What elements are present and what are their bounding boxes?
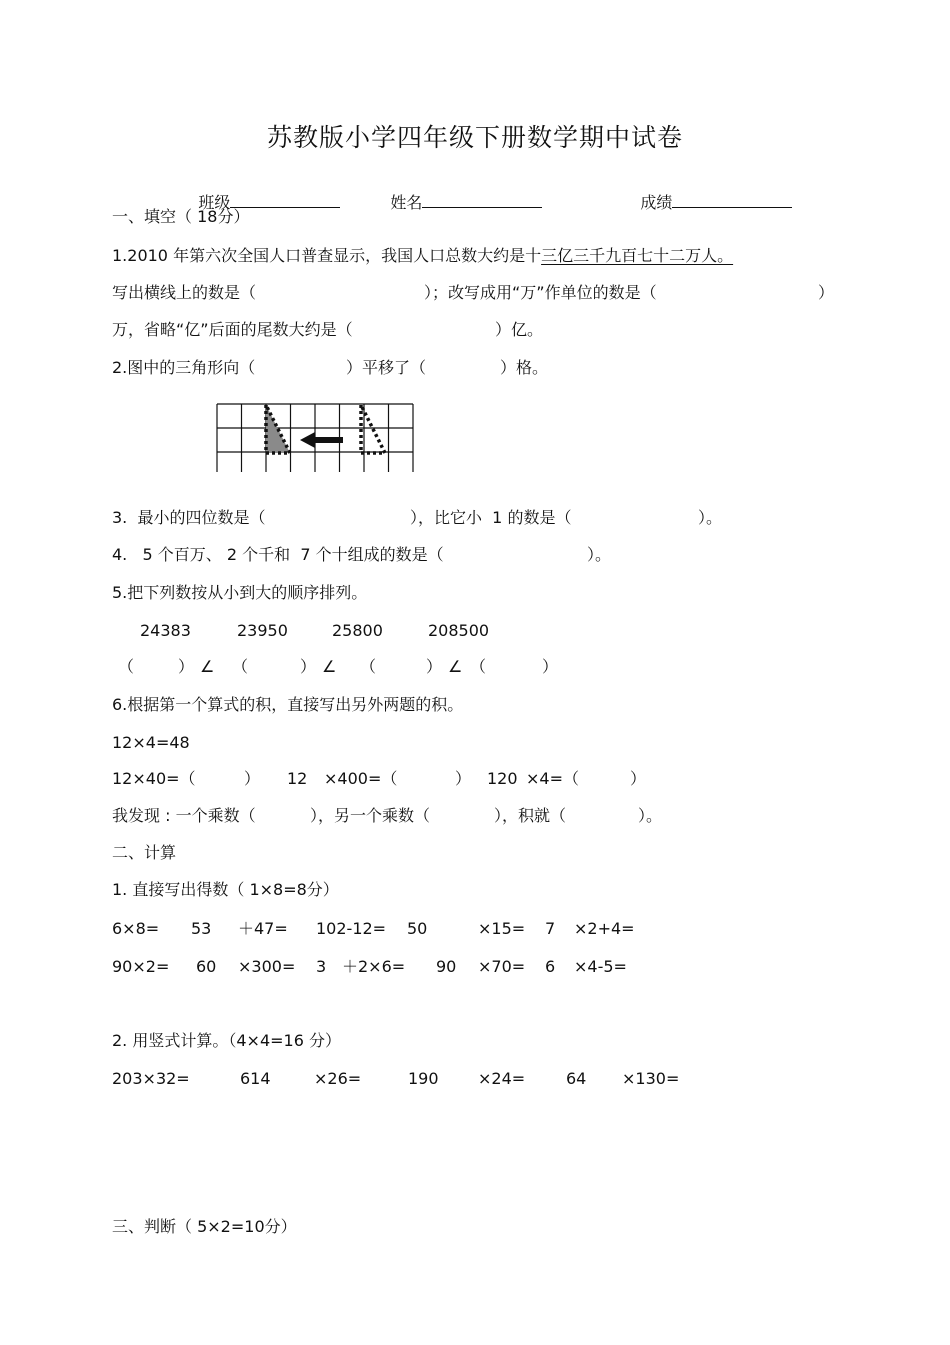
name-label: 姓名 (390, 193, 423, 212)
q6-discover-a: 我发现 : 一个乘数（ (112, 806, 256, 825)
q3-part-a: 3. 最小的四位数是（ (112, 508, 266, 527)
section3-heading: 三、判断（ 5×2=10分） (112, 1217, 297, 1236)
q6-p3-b: ×4=（ (526, 769, 579, 788)
section2-heading: 二、计算 (112, 843, 177, 862)
q1-line2c: ） (818, 283, 835, 302)
q5-open-paren: （ (118, 657, 135, 676)
calc-item: ×2+4= (574, 919, 635, 938)
left-arrow-icon (300, 432, 343, 448)
original-triangle (266, 405, 290, 453)
calc-q1-text: 1. 直接写出得数（ 1×8=8分） (112, 880, 339, 899)
q1-line3b: ）亿。 (495, 320, 544, 339)
calc-item: ×70= (478, 957, 526, 976)
calc-item: 7 (545, 919, 556, 938)
q6-p2-a: 12 (287, 769, 308, 788)
section1-heading: 一、填空（ 18分） (112, 207, 250, 226)
name-field (370, 173, 542, 233)
q1-line2a: 写出横线上的数是（ (112, 283, 257, 302)
calc-q2-text: 2. 用竖式计算。（4×4=16 分） (112, 1031, 341, 1050)
q6-p1-close: ） (244, 769, 261, 788)
q1-line1-underlined: 三亿三千九百七十二万人。 (541, 246, 734, 265)
q5-close-paren: ） (178, 657, 195, 676)
moved-triangle (361, 405, 385, 453)
q2-part-b: ）平移了（ (346, 358, 427, 377)
grid-figure (215, 402, 415, 474)
vertical-item: ×26= (314, 1069, 362, 1088)
calc-item: 60 (196, 957, 217, 976)
q5-number: 24383 (140, 621, 191, 640)
vertical-item: ×24= (478, 1069, 526, 1088)
q5-close-paren: ） (426, 657, 443, 676)
score-label: 成绩 (640, 193, 673, 212)
q6-p3-a: 120 (487, 769, 518, 788)
class-label: 班级 (198, 193, 231, 212)
class-blank[interactable] (230, 193, 340, 208)
q5-number: 25800 (332, 621, 383, 640)
q6-text: 6.根据第一个算式的积，直接写出另外两题的积。 (112, 695, 464, 714)
calc-item: 6×8= (112, 919, 160, 938)
q4-part-a: 4. 5 个百万、 2 个千和 7 个十组成的数是（ (112, 545, 444, 564)
calc-item: 90 (436, 957, 457, 976)
page-title: 苏教版小学四年级下册数学期中试卷 (266, 123, 683, 152)
score-blank[interactable] (672, 193, 792, 208)
q5-text: 5.把下列数按从小到大的顺序排列。 (112, 583, 368, 602)
q3-part-b: ），比它小 1 的数是（ (410, 508, 572, 527)
calc-item: 3 (316, 957, 327, 976)
calc-item: 50 (407, 919, 428, 938)
q2-part-a: 2.图中的三角形向（ (112, 358, 256, 377)
q6-discover-c: ），积就（ (494, 806, 567, 825)
q1-line2b: ）；改写成用“万”作单位的数是（ (424, 283, 657, 302)
q5-close-paren: ） (542, 657, 559, 676)
vertical-item: 64 (566, 1069, 587, 1088)
q6-discover-d: ）。 (638, 806, 663, 825)
q5-number: 23950 (237, 621, 288, 640)
q2-part-c: ）格。 (500, 358, 549, 377)
q1-line3a: 万，省略“亿”后面的尾数大约是（ (112, 320, 353, 339)
q6-p2-close: ） (455, 769, 472, 788)
vertical-item: ×130= (622, 1069, 680, 1088)
q6-discover-b: ），另一个乘数（ (310, 806, 431, 825)
calc-item: ＋2×6= (342, 957, 406, 976)
calc-item: 90×2= (112, 957, 170, 976)
score-field (620, 173, 792, 233)
q5-close-paren: ） (300, 657, 317, 676)
q5-sign: ∠ (322, 657, 337, 676)
calc-item: ＋47= (238, 919, 288, 938)
q1-line1-prefix: 1.2010 年第六次全国人口普查显示，我国人口总数大约是十 (112, 246, 542, 265)
calc-item: ×300= (238, 957, 296, 976)
vertical-item: 614 (240, 1069, 271, 1088)
q1-line1 (112, 246, 733, 266)
calc-item: ×4-5= (574, 957, 627, 976)
q5-open-paren: （ (470, 657, 487, 676)
q5-sign: ∠ (200, 657, 215, 676)
q5-open-paren: （ (360, 657, 377, 676)
calc-item: ×15= (478, 919, 526, 938)
vertical-item: 203×32= (112, 1069, 190, 1088)
q3-part-c: ）。 (698, 508, 723, 527)
q6-p2-b: ×400=（ (324, 769, 398, 788)
vertical-item: 190 (408, 1069, 439, 1088)
q6-p3-close: ） (630, 769, 647, 788)
name-blank[interactable] (422, 193, 542, 208)
q6-p1: 12×40=（ (112, 769, 196, 788)
q5-number: 208500 (428, 621, 490, 640)
calc-item: 102-12= (316, 919, 387, 938)
calc-item: 6 (545, 957, 556, 976)
q4-part-b: ）。 (587, 545, 612, 564)
q6-given: 12×4=48 (112, 733, 190, 752)
q5-sign: ∠ (448, 657, 463, 676)
q5-open-paren: （ (232, 657, 249, 676)
calc-item: 53 (191, 919, 212, 938)
